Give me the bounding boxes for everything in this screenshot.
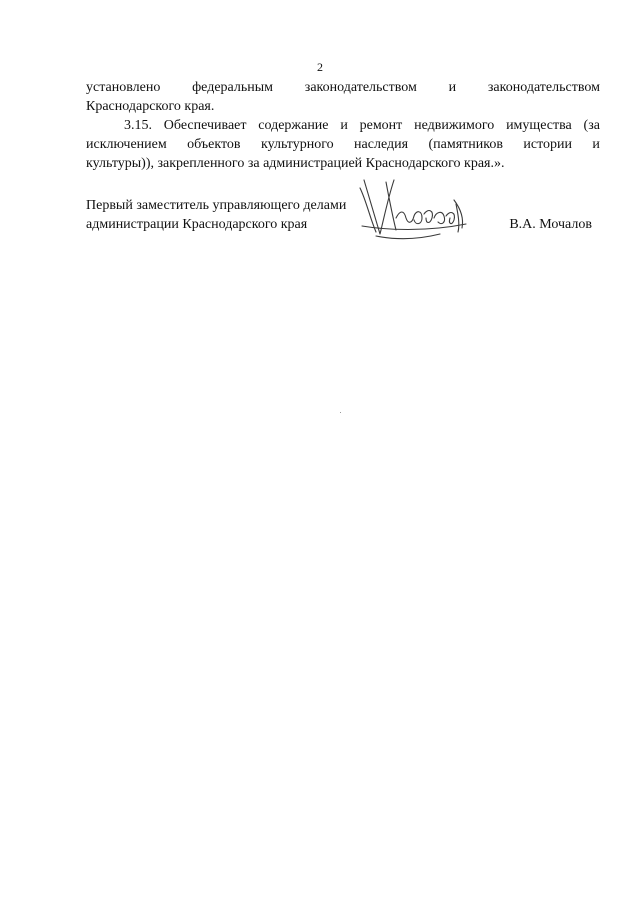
word: 3.15. (124, 118, 152, 133)
word: недвижимого (414, 118, 495, 133)
word: и (340, 118, 348, 133)
body-line-2: Краснодарского края. (86, 99, 215, 114)
signatory-title (86, 196, 346, 234)
word: и (448, 80, 457, 95)
signature-block (86, 196, 600, 246)
word: законодательством (487, 80, 600, 95)
page-number: 2 (317, 60, 323, 74)
scan-speck (340, 412, 341, 413)
word: культурного (260, 137, 334, 152)
signatory-title-line-1: Первый заместитель управляющего делами (86, 198, 347, 213)
word: наследия (354, 137, 409, 152)
word: федеральным (192, 80, 274, 95)
signatory-title-line-2: администрации Краснодарского края (86, 217, 308, 232)
handwritten-signature (356, 174, 476, 246)
word: (памятников (428, 137, 503, 152)
word: ремонт (359, 118, 403, 133)
word: исключением (86, 137, 167, 152)
word: Обеспечивает (163, 118, 247, 133)
clause-3-15-line-2 (86, 135, 600, 154)
body-line-1 (86, 78, 600, 97)
word: и (592, 137, 600, 152)
word: установлено (86, 80, 161, 95)
word: (за (583, 118, 600, 133)
document-body (86, 78, 600, 173)
word: содержание (258, 118, 329, 133)
clause-3-15-line-3: культуры)), закрепленного за администрацией Краснодарского края.». (86, 156, 505, 171)
word: объектов (187, 137, 241, 152)
word: законодательством (304, 80, 417, 95)
signatory-name: В.А. Мочалов (509, 217, 592, 232)
word: истории (523, 137, 572, 152)
word: имущества (506, 118, 572, 133)
clause-3-15-line-1 (86, 116, 600, 135)
